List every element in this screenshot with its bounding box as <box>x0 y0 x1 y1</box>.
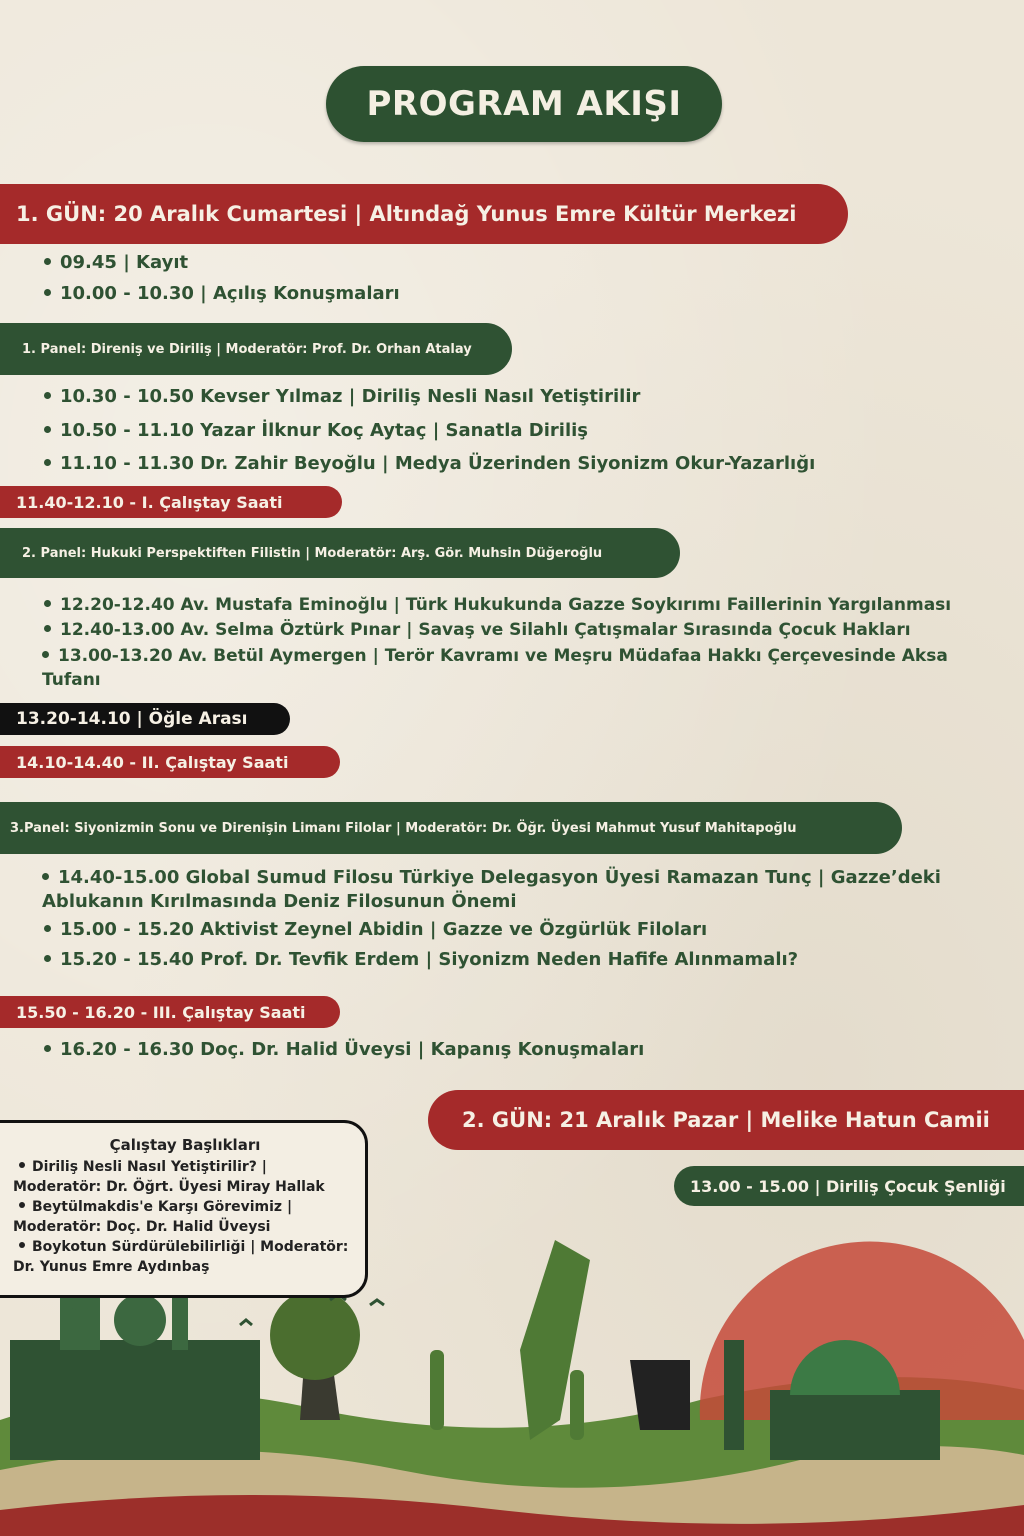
panel1-header: 1. Panel: Direniş ve Diriliş | Moderatör: Prof. Dr. Orhan Atalay <box>0 323 512 375</box>
list-item: 10.00 - 10.30 | Açılış Konuşmaları <box>44 283 400 304</box>
bullet-icon <box>42 651 49 658</box>
workshop-topic: Beytülmakdis'e Karşı Görevimiz | Moderatör: Doç. Dr. Halid Üveysi <box>13 1199 293 1235</box>
list-item: 15.20 - 15.40 Prof. Dr. Tevfik Erdem | Siyonizm Neden Hafife Alınmamalı? <box>44 949 798 970</box>
bullet-icon <box>44 392 51 399</box>
workshop-topic: Diriliş Nesli Nasıl Yetiştirilir? | Moderatör: Dr. Öğrt. Üyesi Miray Hallak <box>13 1159 325 1195</box>
workshop3-slot: 15.50 - 16.20 - III. Çalıştay Saati <box>0 996 340 1028</box>
bullet-icon <box>19 1162 25 1168</box>
list-item: 15.00 - 15.20 Aktivist Zeynel Abidin | Gazze ve Özgürlük Filoları <box>44 919 707 940</box>
list-item: 13.00-13.20 Av. Betül Aymergen | Terör Kavramı ve Meşru Müdafaa Hakkı Çerçevesinde Aksa Tufanı <box>42 646 948 690</box>
list-item: 12.40-13.00 Av. Selma Öztürk Pınar | Savaş ve Silahlı Çatışmalar Sırasında Çocuk Hakları <box>44 620 911 640</box>
bullet-icon <box>42 873 49 880</box>
list-item: 10.50 - 11.10 Yazar İlknur Koç Aytaç | Sanatla Diriliş <box>44 420 588 441</box>
bullet-icon <box>19 1202 25 1208</box>
list-item: 12.20-12.40 Av. Mustafa Eminoğlu | Türk Hukukunda Gazze Soykırımı Faillerinin Yargılanması <box>44 595 951 615</box>
day1-header: 1. GÜN: 20 Aralık Cumartesi | Altındağ Yunus Emre Kültür Merkezi <box>0 184 848 244</box>
list-item: 10.30 - 10.50 Kevser Yılmaz | Diriliş Nesli Nasıl Yetiştirilir <box>44 386 640 407</box>
lunch-break: 13.20-14.10 | Öğle Arası <box>0 703 290 735</box>
bullet-icon <box>44 625 51 632</box>
day2-header: 2. GÜN: 21 Aralık Pazar | Melike Hatun Camii <box>428 1090 1024 1150</box>
day2-event: 13.00 - 15.00 | Diriliş Çocuk Şenliği <box>674 1166 1024 1206</box>
list-item: 16.20 - 16.30 Doç. Dr. Halid Üveysi | Kapanış Konuşmaları <box>44 1039 644 1060</box>
bullet-icon <box>44 955 51 962</box>
bullet-icon <box>44 426 51 433</box>
panel2-header: 2. Panel: Hukuki Perspektiften Filistin | Moderatör: Arş. Gör. Muhsin Düğeroğlu <box>0 528 680 578</box>
workshop-topics-box <box>0 1120 368 1298</box>
bullet-icon <box>44 258 51 265</box>
bullet-icon <box>44 925 51 932</box>
bullet-icon <box>19 1242 25 1248</box>
list-item: 11.10 - 11.30 Dr. Zahir Beyoğlu | Medya Üzerinden Siyonizm Okur-Yazarlığı <box>44 453 815 474</box>
workshop2-slot: 14.10-14.40 - II. Çalıştay Saati <box>0 746 340 778</box>
bullet-icon <box>44 459 51 466</box>
panel3-header: 3.Panel: Siyonizmin Sonu ve Direnişin Limanı Filolar | Moderatör: Dr. Öğr. Üyesi Mahmut Yusuf Mahitapoğlu <box>0 802 902 854</box>
workshop1-slot: 11.40-12.10 - I. Çalıştay Saati <box>0 486 342 518</box>
list-item: 14.40-15.00 Global Sumud Filosu Türkiye Delegasyon Üyesi Ramazan Tunç | Gazze’deki Ablukanın Kırılmasında Deniz Filosunun Önemi <box>42 867 941 912</box>
workshop-topic: Boykotun Sürdürülebilirliği | Moderatör: Dr. Yunus Emre Aydınbaş <box>13 1239 349 1275</box>
bullet-icon <box>44 289 51 296</box>
workshop-topics-title: Çalıştay Başlıkları <box>109 1136 261 1154</box>
bullet-icon <box>44 1045 51 1052</box>
bullet-icon <box>44 600 51 607</box>
page-title: PROGRAM AKIŞI <box>326 66 722 142</box>
list-item: 09.45 | Kayıt <box>44 252 188 273</box>
